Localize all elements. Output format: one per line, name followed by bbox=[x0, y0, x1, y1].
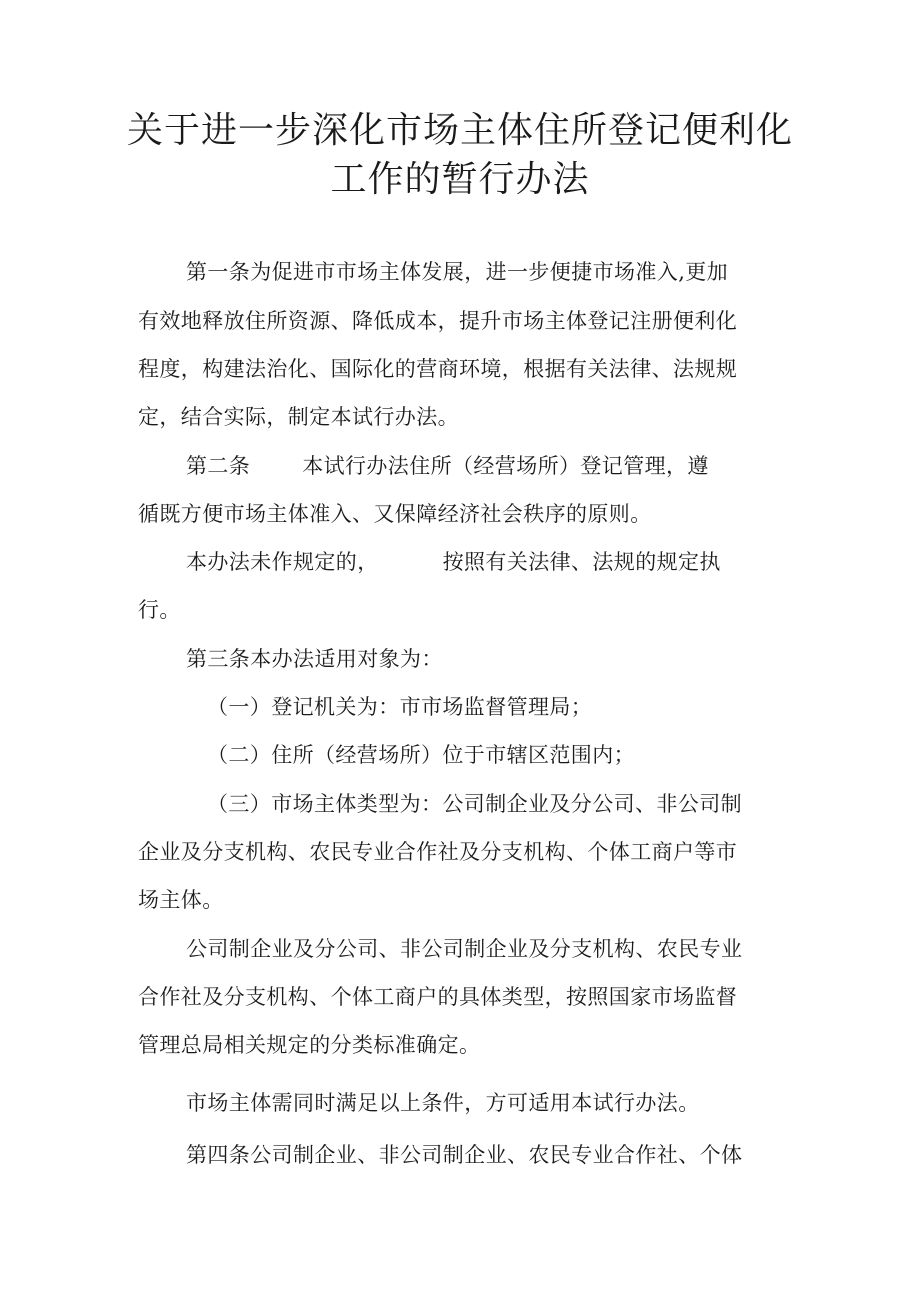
supplement-line-2: 行。 bbox=[138, 598, 181, 622]
supplement-part-2: 按照有关法律、法规的规定执 bbox=[442, 550, 721, 574]
article-3-item-1: （一）登记机关为：市市场监督管理局； bbox=[207, 695, 593, 719]
article-1-line-4: 定，结合实际，制定本试行办法。 bbox=[138, 405, 459, 429]
types-paragraph-line-3: 管理总局相关规定的分类标准确定。 bbox=[138, 1033, 481, 1057]
article-3-item-2: （二）住所（经营场所）位于市辖区范围内； bbox=[207, 743, 635, 767]
document-title-line-2: 工作的暂行办法 bbox=[330, 159, 590, 200]
supplement-part-1: 本办法未作规定的， bbox=[186, 550, 379, 574]
types-paragraph-line-1: 公司制企业及分公司、非公司制企业及分支机构、农民专业 bbox=[186, 937, 743, 961]
article-3-item-3-line-2: 企业及分支机构、农民专业合作社及分支机构、个体工商户等市 bbox=[138, 840, 738, 864]
article-3-item-3-line-3: 场主体。 bbox=[138, 888, 224, 912]
supplement-line-1 bbox=[186, 547, 721, 577]
condition-paragraph: 市场主体需同时满足以上条件，方可适用本试行办法。 bbox=[186, 1091, 700, 1115]
article-1-line-1: 第一条为促进市市场主体发展，进一步便捷市场准入,更加 bbox=[186, 260, 729, 284]
article-2-label: 第二条 bbox=[186, 454, 251, 478]
document-title-line-1: 关于进一步深化市场主体住所登记便利化 bbox=[126, 110, 793, 151]
article-3-item-3-line-1: （三）市场主体类型为：公司制企业及分公司、非公司制 bbox=[207, 792, 742, 816]
article-3-line-1: 第三条本办法适用对象为： bbox=[186, 647, 443, 671]
article-2-line-1 bbox=[186, 451, 709, 481]
article-1-line-2: 有效地释放住所资源、降低成本，提升市场主体登记注册便利化 bbox=[138, 309, 738, 333]
article-4-line-1: 第四条公司制企业、非公司制企业、农民专业合作社、个体 bbox=[186, 1143, 743, 1167]
article-1-line-3: 程度，构建法治化、国际化的营商环境，根据有关法律、法规规 bbox=[138, 357, 738, 381]
article-2-text: 本试行办法住所（经营场所）登记管理，遵 bbox=[302, 454, 709, 478]
article-2-line-2: 循既方便市场主体准入、又保障经济社会秩序的原则。 bbox=[138, 502, 652, 526]
types-paragraph-line-2: 合作社及分支机构、个体工商户的具体类型，按照国家市场监督 bbox=[138, 985, 738, 1009]
